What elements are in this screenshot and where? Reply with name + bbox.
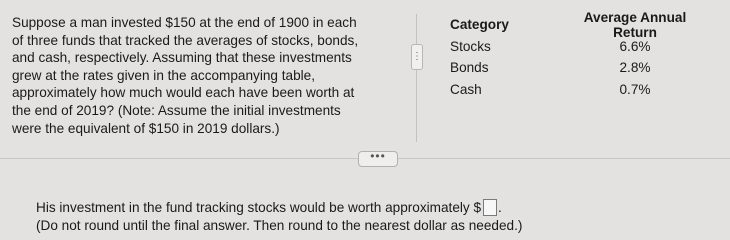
vertical-dots-icon: ⋮ — [412, 51, 422, 62]
table-row — [450, 79, 720, 101]
answer-input[interactable] — [483, 199, 497, 216]
row-category: Cash — [450, 81, 482, 97]
vertical-divider — [416, 14, 417, 142]
rounding-note: (Do not round until the final answer. Then round to the nearest dollar as needed.) — [36, 218, 523, 233]
row-return: 6.6% — [619, 38, 651, 54]
problem-text: Suppose a man invested $150 at the end of 1900 in each of three funds that tracked the averages of stocks, bonds, and cash, respectively. Assuming that these investments grew at the rates given in the accompanying table, approximately how much would each have been worth at the end of 2019? (Note: Assume the initial investments were the equivalent of $150 in 2019 dollars.) — [12, 15, 359, 136]
row-return: 0.7% — [619, 81, 651, 97]
question-line — [36, 199, 502, 216]
row-category: Bonds — [450, 60, 489, 76]
more-dots-icon: ••• — [370, 149, 386, 163]
table-header-row — [450, 9, 720, 40]
row-return: 2.8% — [619, 60, 651, 76]
row-category: Stocks — [450, 38, 491, 54]
question-text: His investment in the fund tracking stocks would be worth approximately $ — [36, 200, 482, 215]
header-category: Category — [450, 17, 509, 33]
problem-statement — [12, 14, 402, 137]
table-row — [450, 57, 720, 79]
question-period: . — [498, 200, 502, 215]
table-row — [450, 36, 720, 58]
pane-resize-handle[interactable] — [411, 44, 423, 70]
expand-button[interactable] — [358, 151, 398, 167]
header-return: Average Annual Return — [583, 9, 687, 40]
returns-table — [450, 9, 720, 100]
